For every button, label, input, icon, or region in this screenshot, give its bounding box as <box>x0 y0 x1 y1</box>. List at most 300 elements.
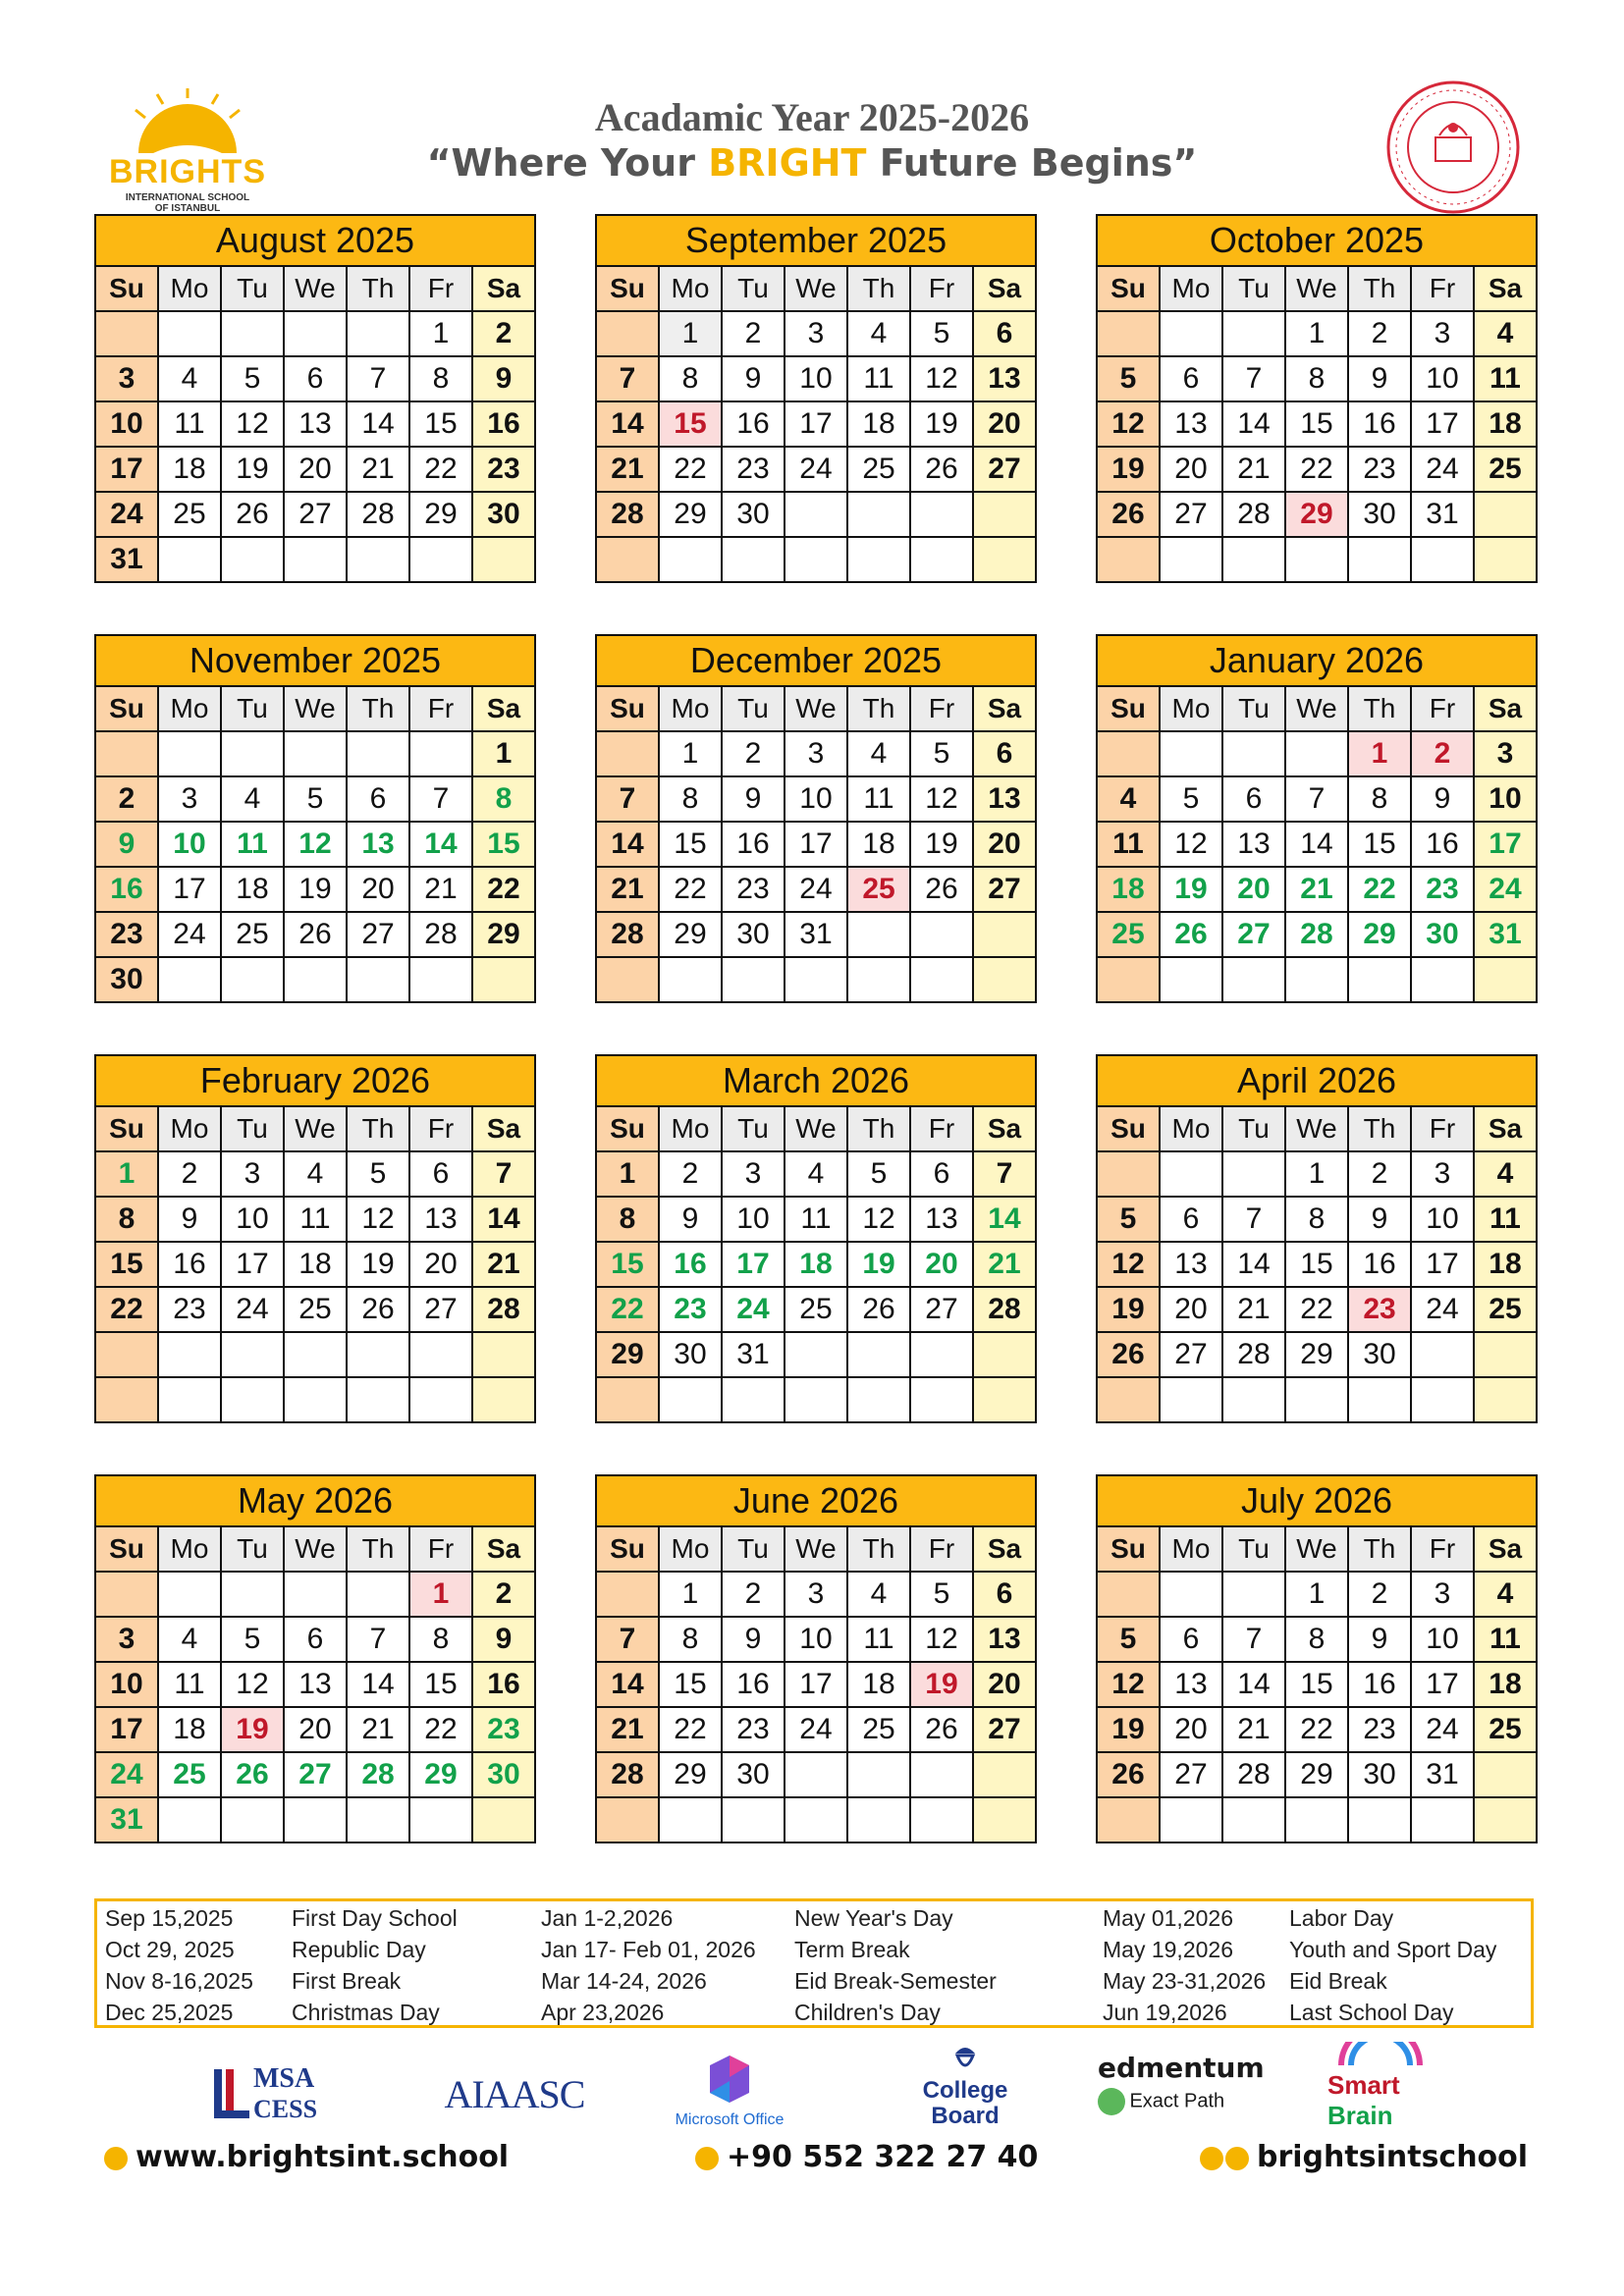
month-days-table <box>94 1525 536 1843</box>
day-cell: 2 <box>1348 1151 1411 1197</box>
day-cell: 14 <box>596 822 659 867</box>
day-cell: 14 <box>472 1197 535 1242</box>
day-cell: 9 <box>722 356 785 401</box>
day-header: Tu <box>722 266 785 311</box>
empty-day-cell <box>158 1572 221 1617</box>
empty-day-cell <box>472 1332 535 1377</box>
website-text: www.brightsint.school <box>135 2140 510 2174</box>
social-contact[interactable] <box>1200 2140 1528 2174</box>
day-cell: 7 <box>596 1617 659 1662</box>
day-cell: 6 <box>1160 356 1222 401</box>
day-cell: 15 <box>1285 401 1348 447</box>
day-cell: 25 <box>158 1752 221 1797</box>
day-cell: 18 <box>1474 401 1537 447</box>
empty-day-cell <box>596 1572 659 1617</box>
week-row <box>596 1287 1036 1332</box>
day-header: Th <box>847 1106 910 1151</box>
day-header-row <box>596 1106 1036 1151</box>
day-header: Mo <box>158 1526 221 1572</box>
day-cell: 14 <box>596 401 659 447</box>
day-cell: 3 <box>221 1151 284 1197</box>
day-cell: 24 <box>95 492 158 537</box>
month-days-table <box>94 685 536 1003</box>
microsoft-office-text: Microsoft Office <box>675 2111 785 2128</box>
day-header: Fr <box>1411 266 1474 311</box>
empty-day-cell <box>1222 1377 1285 1422</box>
day-cell: 2 <box>722 731 785 776</box>
day-header: Th <box>347 686 409 731</box>
empty-day-cell <box>1160 1377 1222 1422</box>
day-header-row <box>95 1106 535 1151</box>
day-header: We <box>284 686 347 731</box>
empty-day-cell <box>1348 537 1411 582</box>
empty-day-cell <box>1348 1797 1411 1842</box>
empty-day-cell <box>1474 1752 1537 1797</box>
legend-date: Apr 23,2026 <box>541 2000 665 2025</box>
day-cell: 21 <box>596 447 659 492</box>
week-row <box>596 1617 1036 1662</box>
day-cell: 3 <box>95 1617 158 1662</box>
empty-day-cell <box>910 1752 973 1797</box>
day-header: Su <box>1097 686 1160 731</box>
week-row <box>1097 1707 1537 1752</box>
day-cell: 20 <box>910 1242 973 1287</box>
week-row <box>596 912 1036 957</box>
day-cell: 30 <box>472 492 535 537</box>
day-header: Sa <box>1474 266 1537 311</box>
empty-day-cell <box>785 1797 847 1842</box>
empty-day-cell <box>472 1797 535 1842</box>
day-header: Th <box>1348 1526 1411 1572</box>
day-cell: 5 <box>1160 776 1222 822</box>
day-cell: 19 <box>221 447 284 492</box>
day-cell: 30 <box>95 957 158 1002</box>
day-cell: 12 <box>1160 822 1222 867</box>
week-row <box>596 731 1036 776</box>
empty-day-cell <box>284 537 347 582</box>
facebook-icon <box>1200 2147 1223 2170</box>
cess-text: CESS <box>253 2095 318 2123</box>
day-cell: 22 <box>659 867 722 912</box>
empty-day-cell <box>1160 1572 1222 1617</box>
day-cell: 1 <box>659 311 722 356</box>
empty-day-cell <box>1097 311 1160 356</box>
day-cell: 11 <box>1474 356 1537 401</box>
day-header: Th <box>1348 266 1411 311</box>
day-cell: 17 <box>95 1707 158 1752</box>
week-row <box>95 1197 535 1242</box>
legend-date: Dec 25,2025 <box>105 2000 234 2025</box>
week-row <box>95 537 535 582</box>
day-cell: 26 <box>910 867 973 912</box>
month-days-table <box>1096 685 1538 1003</box>
day-cell: 19 <box>1097 1287 1160 1332</box>
day-cell: 22 <box>472 867 535 912</box>
month-days-table <box>1096 265 1538 583</box>
day-cell: 17 <box>785 401 847 447</box>
empty-day-cell <box>95 311 158 356</box>
day-cell: 13 <box>284 1662 347 1707</box>
logo-name: BRIGHTS <box>109 153 266 190</box>
day-cell: 6 <box>910 1151 973 1197</box>
events-legend <box>94 1898 1534 2028</box>
msa-mark-icon <box>210 2067 249 2122</box>
legend-date: Jan 1-2,2026 <box>541 1905 674 1931</box>
day-cell: 9 <box>1348 356 1411 401</box>
week-row <box>596 1662 1036 1707</box>
empty-day-cell <box>910 1332 973 1377</box>
empty-day-cell <box>659 537 722 582</box>
week-row <box>95 1242 535 1287</box>
day-cell: 29 <box>409 492 472 537</box>
legend-event: Republic Day <box>292 1937 426 1962</box>
day-header: Su <box>1097 266 1160 311</box>
msa-cess-logo <box>210 2061 338 2130</box>
day-cell: 30 <box>472 1752 535 1797</box>
website-contact[interactable] <box>104 2140 509 2174</box>
legend-event: Children's Day <box>794 2000 941 2025</box>
month-title: January 2026 <box>1096 634 1538 687</box>
aiaasc-logo <box>426 2071 603 2130</box>
day-cell: 12 <box>847 1197 910 1242</box>
day-cell: 4 <box>847 1572 910 1617</box>
empty-day-cell <box>284 1377 347 1422</box>
empty-day-cell <box>158 537 221 582</box>
day-cell: 1 <box>472 731 535 776</box>
day-cell: 28 <box>1285 912 1348 957</box>
legend-event: Labor Day <box>1289 1905 1394 1931</box>
day-header: Fr <box>910 266 973 311</box>
day-cell: 20 <box>973 1662 1036 1707</box>
day-header: Tu <box>221 1106 284 1151</box>
day-cell: 8 <box>409 1617 472 1662</box>
day-cell: 14 <box>1285 822 1348 867</box>
month-calendar <box>94 1054 536 1433</box>
day-cell: 27 <box>284 492 347 537</box>
day-cell: 11 <box>1097 822 1160 867</box>
day-cell: 21 <box>973 1242 1036 1287</box>
day-cell: 17 <box>722 1242 785 1287</box>
day-cell: 25 <box>158 492 221 537</box>
day-cell: 5 <box>910 311 973 356</box>
microsoft-office-icon <box>702 2052 757 2107</box>
day-cell: 29 <box>659 1752 722 1797</box>
week-row <box>596 957 1036 1002</box>
week-row <box>1097 1332 1537 1377</box>
week-row <box>1097 537 1537 582</box>
month-calendar <box>1096 214 1538 593</box>
week-row <box>1097 1197 1537 1242</box>
day-cell: 20 <box>347 867 409 912</box>
legend-date: May 01,2026 <box>1103 1905 1233 1931</box>
day-cell: 13 <box>409 1197 472 1242</box>
day-cell: 11 <box>847 1617 910 1662</box>
month-days-table <box>595 1105 1037 1423</box>
day-cell: 17 <box>1474 822 1537 867</box>
empty-day-cell <box>1222 537 1285 582</box>
day-cell: 7 <box>1222 356 1285 401</box>
empty-day-cell <box>1411 537 1474 582</box>
day-cell: 22 <box>1285 447 1348 492</box>
empty-day-cell <box>158 957 221 1002</box>
legend-date: Sep 15,2025 <box>105 1905 234 1931</box>
week-row <box>1097 1572 1537 1617</box>
day-cell: 14 <box>1222 401 1285 447</box>
week-row <box>596 1197 1036 1242</box>
empty-day-cell <box>1160 537 1222 582</box>
logo-sub-line-1: INTERNATIONAL SCHOOL <box>125 192 250 203</box>
week-row <box>95 867 535 912</box>
day-cell: 11 <box>221 822 284 867</box>
day-header-row <box>95 686 535 731</box>
phone-text: +90 552 322 27 40 <box>727 2140 1039 2174</box>
day-cell: 22 <box>1285 1287 1348 1332</box>
day-cell: 5 <box>1097 1617 1160 1662</box>
empty-day-cell <box>785 1332 847 1377</box>
empty-day-cell <box>1411 1332 1474 1377</box>
day-cell: 18 <box>158 447 221 492</box>
week-row <box>95 1797 535 1842</box>
day-header: Mo <box>158 266 221 311</box>
day-cell: 3 <box>785 311 847 356</box>
day-header: Fr <box>1411 1526 1474 1572</box>
exact-path-text: Exact Path <box>1129 2090 1225 2112</box>
day-cell: 18 <box>847 822 910 867</box>
day-cell: 2 <box>158 1151 221 1197</box>
day-cell: 20 <box>409 1242 472 1287</box>
day-cell: 13 <box>1160 401 1222 447</box>
day-cell: 4 <box>785 1151 847 1197</box>
week-row <box>596 492 1036 537</box>
empty-day-cell <box>596 537 659 582</box>
day-header: Tu <box>1222 686 1285 731</box>
day-header-row <box>1097 266 1537 311</box>
week-row <box>1097 1797 1537 1842</box>
empty-day-cell <box>221 1377 284 1422</box>
day-cell: 10 <box>1411 1197 1474 1242</box>
day-cell: 10 <box>158 822 221 867</box>
day-header: Tu <box>722 1526 785 1572</box>
day-cell: 19 <box>1097 1707 1160 1752</box>
week-row <box>1097 492 1537 537</box>
day-cell: 17 <box>158 867 221 912</box>
day-cell: 23 <box>472 447 535 492</box>
day-header: Sa <box>472 266 535 311</box>
day-header: Th <box>347 266 409 311</box>
day-cell: 29 <box>1285 492 1348 537</box>
day-cell: 28 <box>409 912 472 957</box>
day-cell: 23 <box>158 1287 221 1332</box>
empty-day-cell <box>596 311 659 356</box>
month-calendar <box>94 214 536 593</box>
day-cell: 10 <box>1411 356 1474 401</box>
day-cell: 9 <box>1348 1197 1411 1242</box>
day-cell: 3 <box>1411 1151 1474 1197</box>
empty-day-cell <box>221 311 284 356</box>
empty-day-cell <box>973 1377 1036 1422</box>
day-cell: 9 <box>659 1197 722 1242</box>
empty-day-cell <box>785 957 847 1002</box>
day-cell: 19 <box>910 1662 973 1707</box>
day-cell: 25 <box>847 867 910 912</box>
empty-day-cell <box>785 492 847 537</box>
college-text: College <box>922 2077 1008 2104</box>
day-cell: 2 <box>1411 731 1474 776</box>
board-text: Board <box>931 2103 1000 2129</box>
day-cell: 19 <box>1097 447 1160 492</box>
week-row <box>1097 731 1537 776</box>
smart-brain-logo <box>1322 2042 1439 2140</box>
day-cell: 21 <box>347 447 409 492</box>
day-cell: 8 <box>659 356 722 401</box>
empty-day-cell <box>221 1797 284 1842</box>
day-cell: 24 <box>785 447 847 492</box>
empty-day-cell <box>95 731 158 776</box>
day-header: Fr <box>910 1106 973 1151</box>
day-cell: 15 <box>1348 822 1411 867</box>
day-cell: 21 <box>1222 1707 1285 1752</box>
day-cell: 18 <box>847 1662 910 1707</box>
week-row <box>596 1332 1036 1377</box>
empty-day-cell <box>158 1377 221 1422</box>
month-days-table <box>94 1105 536 1423</box>
globe-icon <box>104 2147 128 2170</box>
day-cell: 7 <box>472 1151 535 1197</box>
day-cell: 25 <box>1474 1287 1537 1332</box>
week-row <box>95 311 535 356</box>
month-calendar <box>94 1474 536 1853</box>
empty-day-cell <box>347 1377 409 1422</box>
day-cell: 28 <box>596 492 659 537</box>
day-header: Th <box>347 1106 409 1151</box>
day-cell: 3 <box>1411 311 1474 356</box>
day-cell: 11 <box>847 356 910 401</box>
day-header: Su <box>596 686 659 731</box>
day-cell: 27 <box>973 1707 1036 1752</box>
empty-day-cell <box>1222 1572 1285 1617</box>
microsoft-office-logo <box>666 2052 793 2136</box>
day-cell: 27 <box>973 867 1036 912</box>
month-title: August 2025 <box>94 214 536 267</box>
week-row <box>95 1151 535 1197</box>
week-row <box>95 1707 535 1752</box>
day-cell: 4 <box>284 1151 347 1197</box>
empty-day-cell <box>221 1332 284 1377</box>
day-cell: 22 <box>659 1707 722 1752</box>
day-header-row <box>596 686 1036 731</box>
empty-day-cell <box>284 957 347 1002</box>
day-header: Su <box>596 1526 659 1572</box>
day-cell: 26 <box>1097 1332 1160 1377</box>
day-cell: 21 <box>596 867 659 912</box>
day-cell: 13 <box>973 776 1036 822</box>
week-row <box>1097 1287 1537 1332</box>
day-header: Th <box>847 1526 910 1572</box>
empty-day-cell <box>472 537 535 582</box>
day-cell: 6 <box>409 1151 472 1197</box>
day-cell: 12 <box>910 1617 973 1662</box>
day-cell: 12 <box>221 1662 284 1707</box>
week-row <box>95 1662 535 1707</box>
day-cell: 20 <box>1222 867 1285 912</box>
tagline-post: Future Begins” <box>866 141 1198 185</box>
day-cell: 5 <box>910 731 973 776</box>
week-row <box>1097 1752 1537 1797</box>
empty-day-cell <box>1285 957 1348 1002</box>
legend-event: First Break <box>292 1968 402 1994</box>
day-cell: 17 <box>95 447 158 492</box>
week-row <box>95 1617 535 1662</box>
day-cell: 28 <box>347 492 409 537</box>
day-cell: 20 <box>284 1707 347 1752</box>
empty-day-cell <box>472 957 535 1002</box>
day-cell: 19 <box>910 401 973 447</box>
day-cell: 10 <box>95 1662 158 1707</box>
empty-day-cell <box>1160 1151 1222 1197</box>
month-days-table <box>1096 1105 1538 1423</box>
legend-event: First Day School <box>292 1905 458 1931</box>
day-cell: 8 <box>659 1617 722 1662</box>
day-cell: 18 <box>284 1242 347 1287</box>
legend-event: Last School Day <box>1289 2000 1454 2025</box>
day-cell: 16 <box>472 1662 535 1707</box>
day-cell: 17 <box>1411 1662 1474 1707</box>
day-cell: 4 <box>1097 776 1160 822</box>
day-cell: 2 <box>722 1572 785 1617</box>
empty-day-cell <box>847 1377 910 1422</box>
empty-day-cell <box>722 1377 785 1422</box>
week-row <box>1097 401 1537 447</box>
week-row <box>95 401 535 447</box>
empty-day-cell <box>1474 1377 1537 1422</box>
month-calendar <box>595 634 1037 1013</box>
phone-contact[interactable] <box>695 2140 1038 2174</box>
day-cell: 6 <box>1222 776 1285 822</box>
tagline <box>0 141 1624 185</box>
empty-day-cell <box>973 492 1036 537</box>
day-cell: 27 <box>1160 1752 1222 1797</box>
month-title: November 2025 <box>94 634 536 687</box>
day-cell: 23 <box>95 912 158 957</box>
day-cell: 26 <box>1160 912 1222 957</box>
day-cell: 8 <box>95 1197 158 1242</box>
day-header: Th <box>847 266 910 311</box>
day-cell: 7 <box>1222 1617 1285 1662</box>
day-cell: 2 <box>1348 1572 1411 1617</box>
day-cell: 16 <box>722 1662 785 1707</box>
day-header: Sa <box>973 686 1036 731</box>
day-cell: 24 <box>95 1752 158 1797</box>
day-cell: 8 <box>659 776 722 822</box>
day-cell: 10 <box>785 776 847 822</box>
day-cell: 30 <box>659 1332 722 1377</box>
day-cell: 4 <box>1474 1572 1537 1617</box>
tagline-highlight: BRIGHT <box>708 141 867 185</box>
day-cell: 27 <box>284 1752 347 1797</box>
empty-day-cell <box>1222 731 1285 776</box>
week-row <box>596 1572 1036 1617</box>
empty-day-cell <box>95 1377 158 1422</box>
empty-day-cell <box>1222 1151 1285 1197</box>
day-cell: 13 <box>973 1617 1036 1662</box>
day-cell: 5 <box>910 1572 973 1617</box>
day-cell: 10 <box>722 1197 785 1242</box>
day-cell: 21 <box>1285 867 1348 912</box>
week-row <box>95 957 535 1002</box>
month-calendar <box>595 214 1037 593</box>
empty-day-cell <box>910 492 973 537</box>
day-cell: 9 <box>722 1617 785 1662</box>
